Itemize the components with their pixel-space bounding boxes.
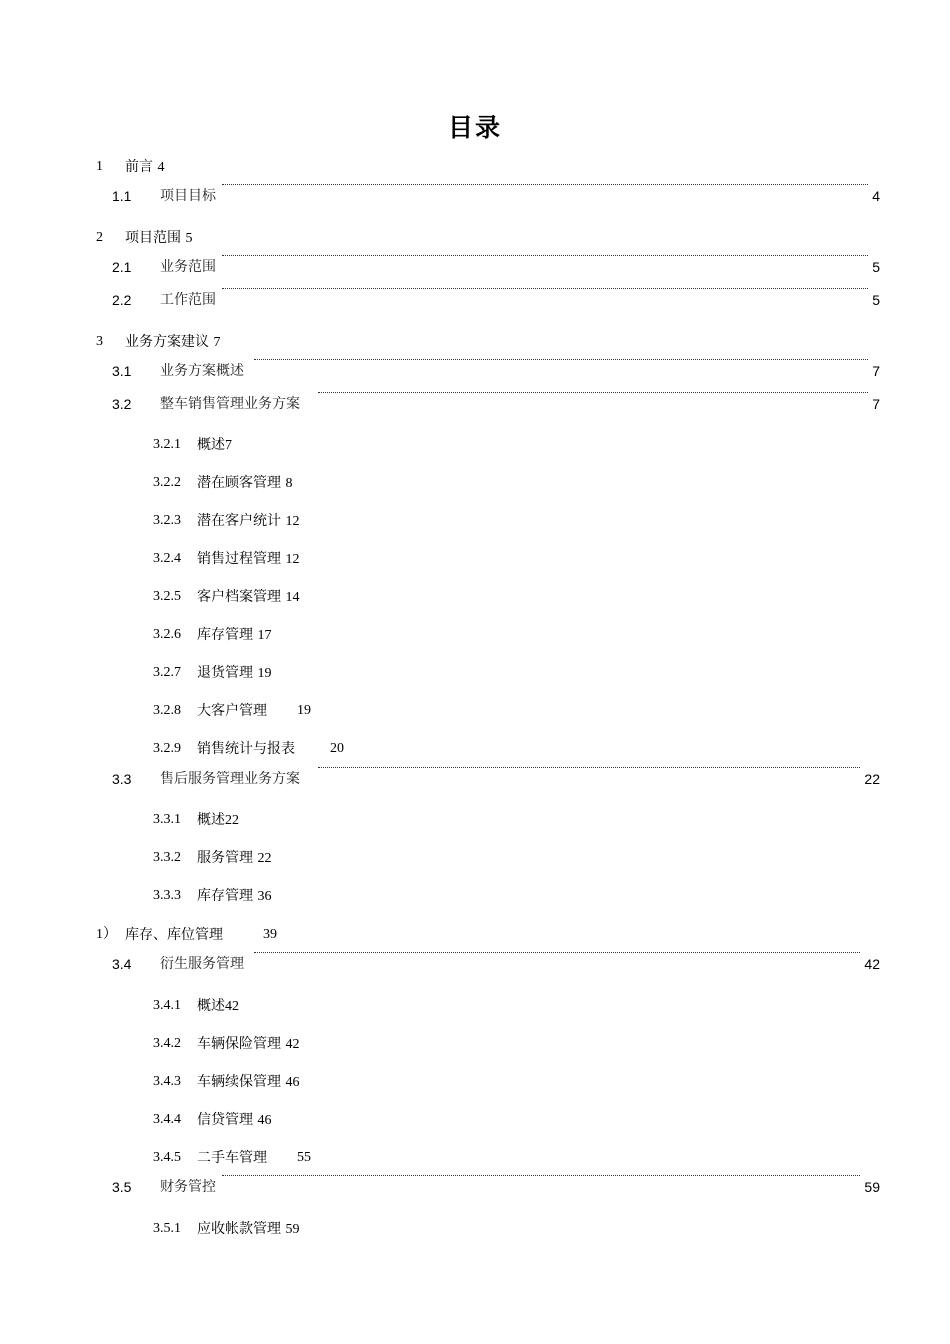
toc-leader xyxy=(222,1175,860,1176)
toc-title: 大客户管理 xyxy=(197,703,267,719)
toc-title: 库存管理 17 xyxy=(197,627,272,643)
toc-title: 整车销售管理业务方案 xyxy=(160,396,300,412)
toc-title: 销售过程管理 12 xyxy=(197,551,300,567)
toc-number: 3.2.6 xyxy=(153,627,181,642)
toc-page: 46 xyxy=(285,1075,300,1090)
toc-page: 36 xyxy=(257,889,272,904)
toc-title: 项目范围 5 xyxy=(125,230,193,246)
toc-title: 财务管控 xyxy=(160,1179,216,1195)
toc-entry-1[interactable] xyxy=(0,155,950,179)
toc-number: 3.2.4 xyxy=(153,551,181,566)
toc-entry-3-2-9[interactable] xyxy=(0,737,950,761)
toc-page: 19 xyxy=(257,666,272,681)
toc-page: 42 xyxy=(863,952,880,976)
toc-page: 12 xyxy=(285,552,300,567)
toc-title: 业务方案概述 xyxy=(160,363,244,379)
toc-number: 3.2.7 xyxy=(153,665,181,680)
toc-title: 应收帐款管理 59 xyxy=(197,1221,300,1237)
toc-entry-3-2-7[interactable] xyxy=(0,661,950,685)
toc-title: 衍生服务管理 xyxy=(160,956,244,972)
toc-number: 3.3.2 xyxy=(153,850,181,865)
toc-number: 1.1 xyxy=(112,188,132,204)
toc-page: 8 xyxy=(285,476,293,491)
toc-entry-3-3[interactable] xyxy=(0,767,950,791)
toc-number: 3.4.5 xyxy=(153,1150,181,1165)
toc-title: 客户档案管理 14 xyxy=(197,589,300,605)
toc-number: 3.4.2 xyxy=(153,1036,181,1051)
toc-page: 5 xyxy=(871,288,880,312)
page-title: 目录 xyxy=(447,113,502,142)
toc-title: 信贷管理 46 xyxy=(197,1112,272,1128)
toc-page: 46 xyxy=(257,1113,272,1128)
toc-number: 3.2 xyxy=(112,396,132,412)
toc-entry-3-2-2[interactable] xyxy=(0,471,950,495)
toc-page: 22 xyxy=(225,813,239,828)
toc-number: 3.1 xyxy=(112,363,132,379)
toc-title: 售后服务管理业务方案 xyxy=(160,771,300,787)
toc-entry-3-5[interactable] xyxy=(0,1175,950,1199)
toc-entry-3-1[interactable] xyxy=(0,359,950,383)
toc-number: 2.2 xyxy=(112,292,132,308)
toc-number: 3.2.9 xyxy=(153,741,181,756)
toc-number: 3.2.5 xyxy=(153,589,181,604)
toc-page: 55 xyxy=(297,1150,311,1165)
toc-title: 服务管理 22 xyxy=(197,850,272,866)
toc-number: 3.3 xyxy=(112,771,132,787)
toc-entry-3-3-1[interactable] xyxy=(0,808,950,832)
toc-page: 20 xyxy=(330,741,344,756)
toc-entry-3[interactable] xyxy=(0,330,950,354)
toc-leader xyxy=(318,767,860,768)
toc-page: 4 xyxy=(871,184,880,208)
toc-title: 工作范围 xyxy=(160,292,216,308)
toc-entry-3-4[interactable] xyxy=(0,952,950,976)
toc-number: 3.2.8 xyxy=(153,703,181,718)
toc-page: 22 xyxy=(257,851,272,866)
toc-entry-3-2-5[interactable] xyxy=(0,585,950,609)
toc-page: 42 xyxy=(285,1037,300,1052)
toc-entry-3-4-2[interactable] xyxy=(0,1032,950,1056)
toc-entry-3-4-1[interactable] xyxy=(0,994,950,1018)
toc-title: 概述7 xyxy=(197,437,232,453)
toc-entry-3-4-5[interactable] xyxy=(0,1146,950,1170)
toc-entry-2[interactable] xyxy=(0,226,950,250)
toc-page: 14 xyxy=(285,590,300,605)
toc-title: 车辆保险管理 42 xyxy=(197,1036,300,1052)
toc-title: 退货管理 19 xyxy=(197,665,272,681)
toc-entry-3-2-6[interactable] xyxy=(0,623,950,647)
toc-page: 7 xyxy=(213,335,221,350)
toc-title: 销售统计与报表 xyxy=(197,741,295,757)
toc-page: 17 xyxy=(257,628,272,643)
toc-entry-inventory-location[interactable] xyxy=(0,923,950,947)
toc-page: 7 xyxy=(871,392,880,416)
toc-title: 库存、库位管理 xyxy=(125,927,223,943)
toc-title: 车辆续保管理 46 xyxy=(197,1074,300,1090)
toc-number: 3.4.3 xyxy=(153,1074,181,1089)
toc-entry-3-2-1[interactable] xyxy=(0,433,950,457)
toc-title: 项目目标 xyxy=(160,188,216,204)
toc-entry-3-2-3[interactable] xyxy=(0,509,950,533)
toc-number: 3.2.1 xyxy=(153,437,181,452)
toc-entry-1-1[interactable] xyxy=(0,184,950,208)
toc-number: 3.5 xyxy=(112,1179,132,1195)
toc-entry-3-2[interactable] xyxy=(0,392,950,416)
toc-page: 22 xyxy=(863,767,880,791)
toc-page: 7 xyxy=(871,359,880,383)
toc-leader xyxy=(254,359,868,360)
toc-page: 42 xyxy=(225,999,239,1014)
toc-number: 1 xyxy=(96,159,103,174)
toc-number: 3.2.3 xyxy=(153,513,181,528)
toc-leader xyxy=(222,184,868,185)
toc-title: 业务方案建议 7 xyxy=(125,334,221,350)
toc-page: 19 xyxy=(297,703,311,718)
toc-entry-3-3-3[interactable] xyxy=(0,884,950,908)
toc-entry-3-2-4[interactable] xyxy=(0,547,950,571)
toc-entry-3-4-4[interactable] xyxy=(0,1108,950,1132)
toc-page: 59 xyxy=(285,1222,300,1237)
toc-page: 4 xyxy=(157,160,165,175)
toc-number: 2.1 xyxy=(112,259,132,275)
toc-number: 3.2.2 xyxy=(153,475,181,490)
toc-title: 概述42 xyxy=(197,998,239,1014)
toc-leader xyxy=(222,255,868,256)
toc-number: 3.5.1 xyxy=(153,1221,181,1236)
toc-number: 2 xyxy=(96,230,103,245)
toc-entry-3-2-8[interactable] xyxy=(0,699,950,723)
toc-page: 5 xyxy=(185,231,193,246)
toc-entry-3-4-3[interactable] xyxy=(0,1070,950,1094)
toc-page: 39 xyxy=(263,927,277,942)
toc-entry-3-3-2[interactable] xyxy=(0,846,950,870)
toc-page: 59 xyxy=(863,1175,880,1199)
toc-leader xyxy=(254,952,860,953)
toc-entry-2-1[interactable] xyxy=(0,255,950,279)
toc-entry-3-5-1[interactable] xyxy=(0,1217,950,1241)
toc-title: 二手车管理 xyxy=(197,1150,267,1166)
toc-entry-2-2[interactable] xyxy=(0,288,950,312)
toc-number: 3.3.3 xyxy=(153,888,181,903)
toc-page: 12 xyxy=(285,514,300,529)
toc-number: 3.4.4 xyxy=(153,1112,181,1127)
toc-page: 5 xyxy=(871,255,880,279)
toc-number: 3.4.1 xyxy=(153,998,181,1013)
toc-number: 3.4 xyxy=(112,956,132,972)
toc-number: 1） xyxy=(96,927,117,942)
toc-page: 7 xyxy=(225,438,232,453)
toc-title: 库存管理 36 xyxy=(197,888,272,904)
toc-leader xyxy=(222,288,868,289)
toc-number: 3 xyxy=(96,334,103,349)
toc-title: 潜在顾客管理 8 xyxy=(197,475,293,491)
toc-number: 3.3.1 xyxy=(153,812,181,827)
toc-title: 潜在客户统计 12 xyxy=(197,513,300,529)
toc-title: 前言 4 xyxy=(125,159,165,175)
toc-leader xyxy=(318,392,868,393)
toc-title: 概述22 xyxy=(197,812,239,828)
toc-title: 业务范围 xyxy=(160,259,216,275)
